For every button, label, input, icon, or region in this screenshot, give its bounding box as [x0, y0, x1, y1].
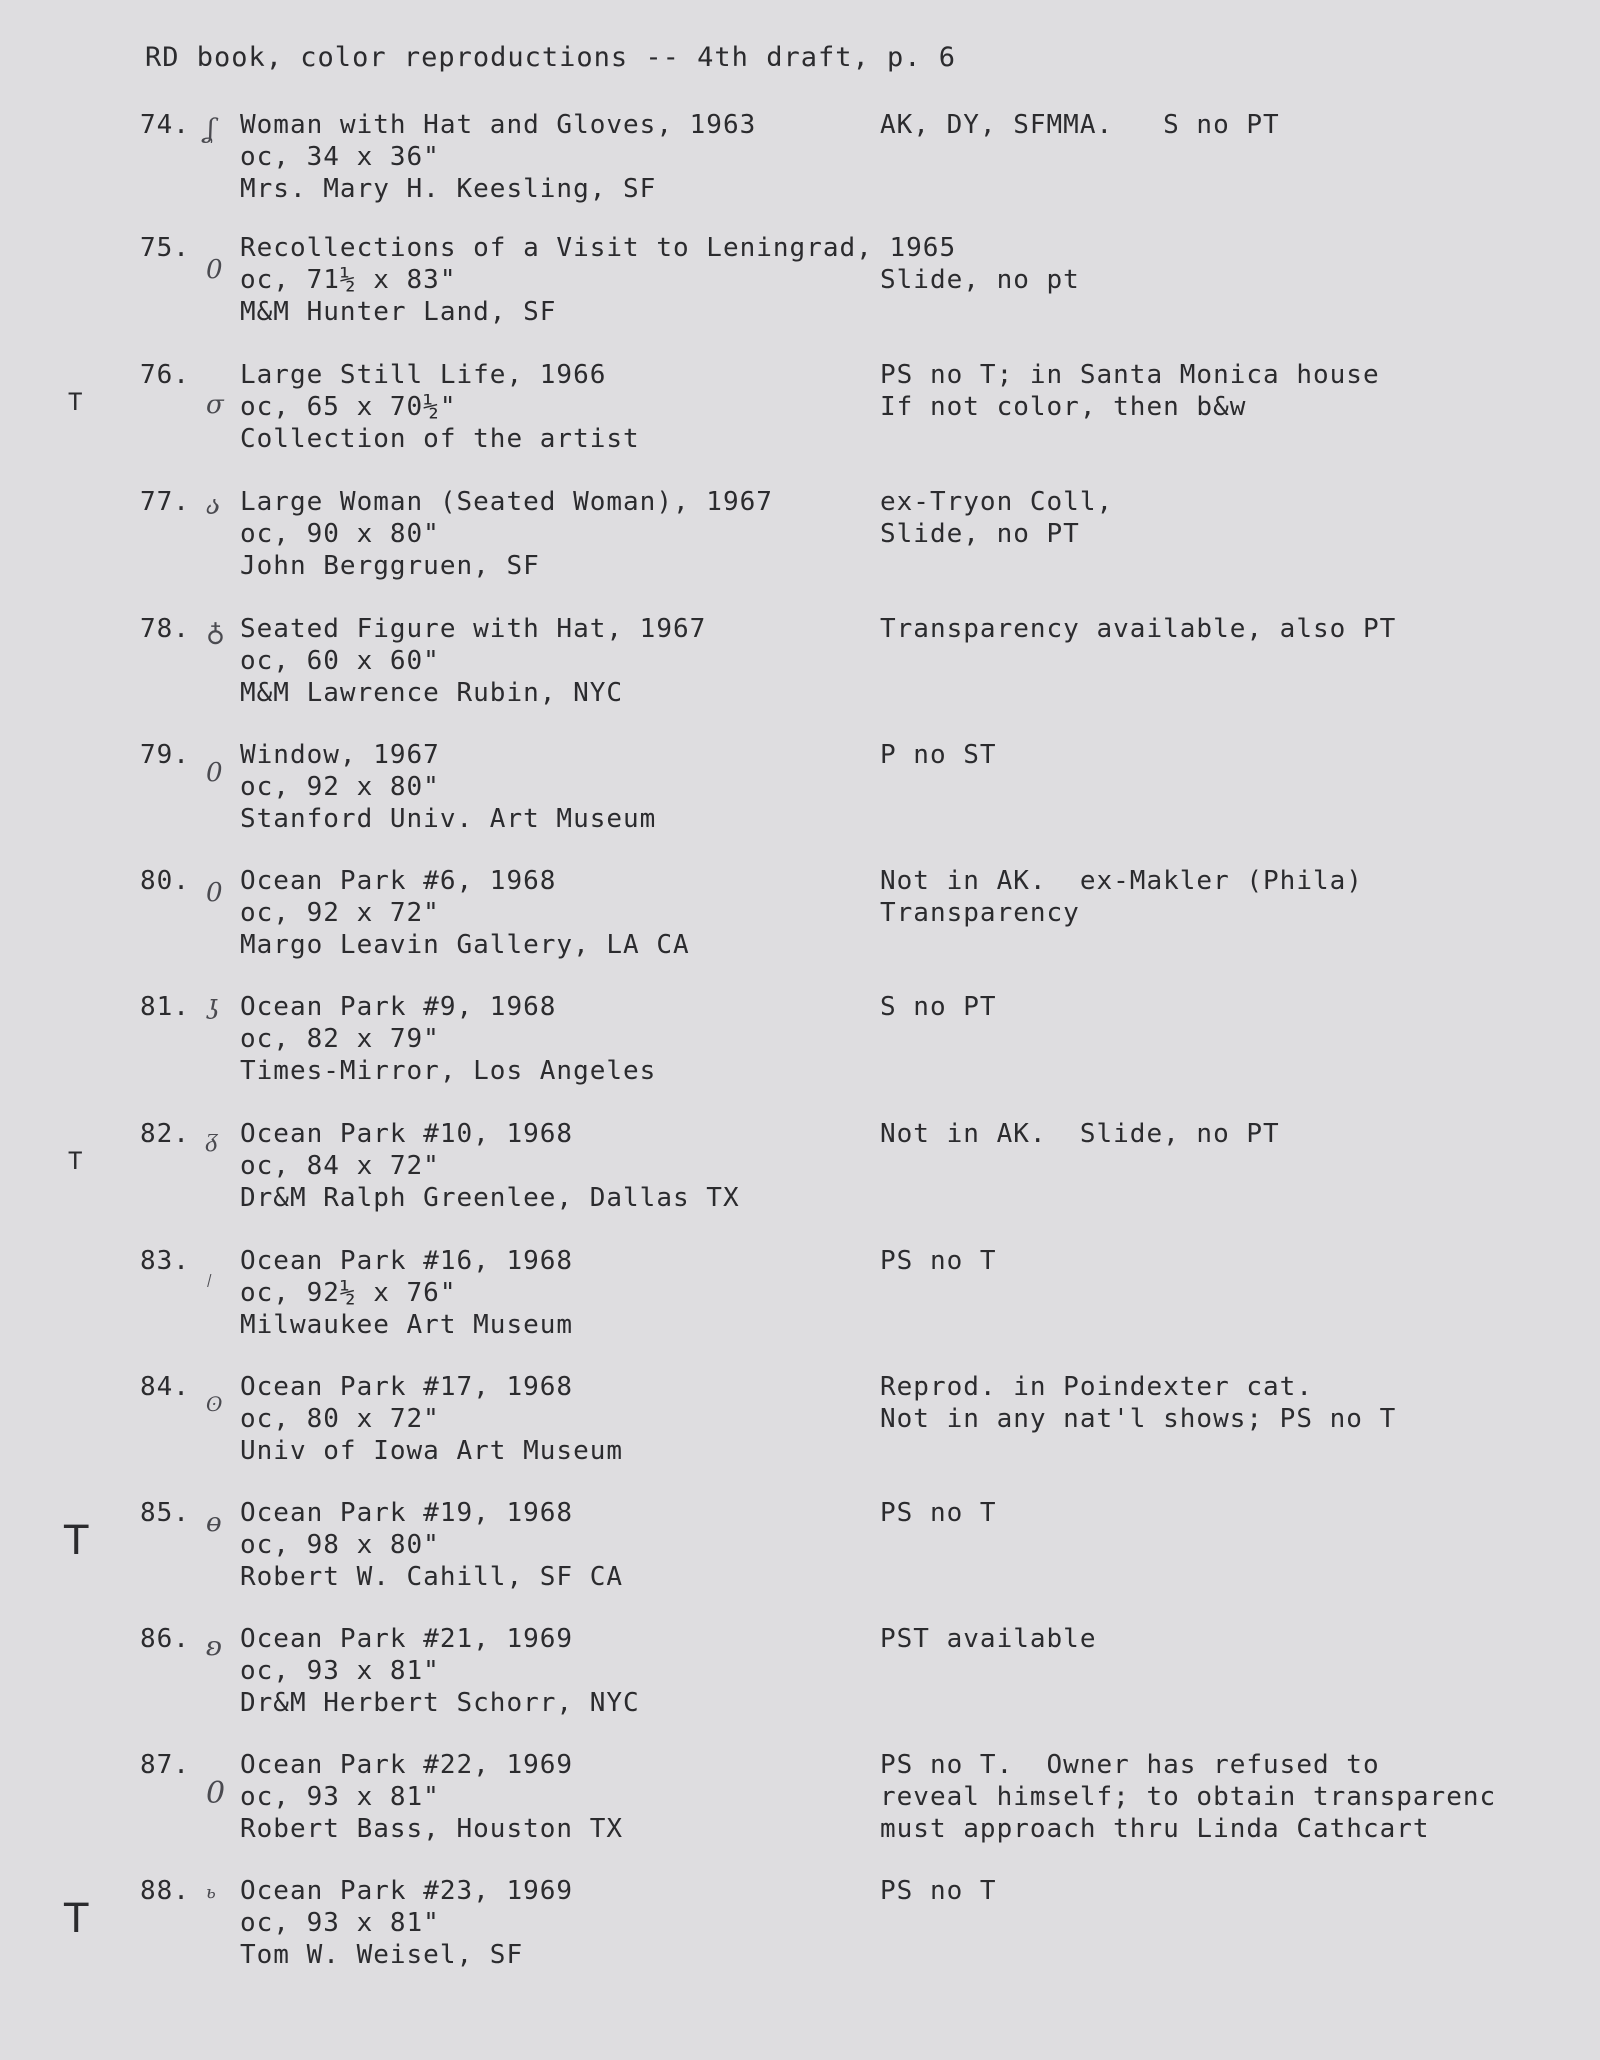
list-item — [0, 614, 1600, 734]
entry-medium: oc, 92½ x 76" — [240, 1278, 457, 1308]
handwritten-mark: ʚ — [206, 1632, 222, 1662]
entry-medium: oc, 65 x 70½" — [240, 392, 457, 422]
entry-title: Ocean Park #16, 1968 — [240, 1246, 574, 1276]
entry-title: Recollections of a Visit to Leningrad, 1965 — [240, 233, 957, 263]
entry-owner: Robert Bass, Houston TX — [240, 1814, 624, 1844]
handwritten-mark: σ — [206, 390, 224, 420]
entry-owner: Margo Leavin Gallery, LA CA — [240, 930, 690, 960]
entry-owner: Times-Mirror, Los Angeles — [240, 1056, 657, 1086]
entry-note: reveal himself; to obtain transparenc — [880, 1782, 1497, 1812]
list-item — [0, 1624, 1600, 1744]
list-item — [0, 866, 1600, 986]
handwritten-mark: ь — [206, 1882, 216, 1903]
entry-number: 80. — [140, 866, 190, 896]
entry-owner: Robert W. Cahill, SF CA — [240, 1562, 624, 1592]
list-item — [0, 1372, 1600, 1492]
entry-medium: oc, 34 x 36" — [240, 142, 440, 172]
entry-note: Transparency available, also PT — [880, 614, 1397, 644]
entry-owner: Mrs. Mary H. Keesling, SF — [240, 174, 657, 204]
entry-number: 77. — [140, 487, 190, 517]
entry-owner: Dr&M Ralph Greenlee, Dallas TX — [240, 1183, 740, 1213]
entry-title: Ocean Park #21, 1969 — [240, 1624, 574, 1654]
entry-number: 76. — [140, 360, 190, 390]
handwritten-mark: ʘ — [206, 1392, 223, 1416]
handwritten-mark: ɵ — [206, 1508, 222, 1538]
list-item — [0, 992, 1600, 1112]
entry-title: Ocean Park #22, 1969 — [240, 1750, 574, 1780]
entry-number: 84. — [140, 1372, 190, 1402]
list-item — [0, 1246, 1600, 1366]
entry-number: 86. — [140, 1624, 190, 1654]
entry-owner: M&M Lawrence Rubin, NYC — [240, 678, 624, 708]
entry-title: Ocean Park #6, 1968 — [240, 866, 557, 896]
entry-number: 85. — [140, 1498, 190, 1528]
entry-number: 79. — [140, 740, 190, 770]
entry-number: 88. — [140, 1876, 190, 1906]
entry-medium: oc, 82 x 79" — [240, 1024, 440, 1054]
entry-note: S no PT — [880, 992, 997, 1022]
handwritten-mark: 0 — [206, 1776, 226, 1811]
margin-mark: T — [68, 388, 83, 416]
handwritten-mark: 0 — [206, 758, 223, 788]
entry-owner: Univ of Iowa Art Museum — [240, 1436, 624, 1466]
entry-title: Ocean Park #10, 1968 — [240, 1119, 574, 1149]
entry-medium: oc, 60 x 60" — [240, 646, 440, 676]
entry-number: 81. — [140, 992, 190, 1022]
entry-title: Large Woman (Seated Woman), 1967 — [240, 487, 773, 517]
list-item — [0, 360, 1600, 480]
entry-medium: oc, 80 x 72" — [240, 1404, 440, 1434]
entry-note: Reprod. in Poindexter cat. — [880, 1372, 1313, 1402]
entry-note: If not color, then b&w — [880, 392, 1247, 422]
entry-owner: M&M Hunter Land, SF — [240, 297, 557, 327]
list-item — [0, 1498, 1600, 1618]
entry-note: Not in any nat'l shows; PS no T — [880, 1404, 1397, 1434]
entry-medium: oc, 93 x 81" — [240, 1908, 440, 1938]
handwritten-mark: ᵹ — [206, 1123, 219, 1153]
list-item — [0, 740, 1600, 860]
entry-number: 78. — [140, 614, 190, 644]
entry-number: 87. — [140, 1750, 190, 1780]
handwritten-mark: ʖ — [206, 996, 220, 1026]
entry-owner: Dr&M Herbert Schorr, NYC — [240, 1688, 640, 1718]
entry-title: Ocean Park #23, 1969 — [240, 1876, 574, 1906]
entry-title: Ocean Park #17, 1968 — [240, 1372, 574, 1402]
handwritten-mark: ♁ — [206, 618, 226, 648]
entry-medium: oc, 98 x 80" — [240, 1530, 440, 1560]
entry-medium: oc, 93 x 81" — [240, 1656, 440, 1686]
entry-note: PS no T. Owner has refused to — [880, 1750, 1380, 1780]
entry-owner: Stanford Univ. Art Museum — [240, 804, 657, 834]
entry-title: Large Still Life, 1966 — [240, 360, 607, 390]
list-item — [0, 110, 1600, 230]
entry-title: Woman with Hat and Gloves, 1963 — [240, 110, 757, 140]
entry-title: Ocean Park #9, 1968 — [240, 992, 557, 1022]
list-item — [0, 1119, 1600, 1239]
entry-number: 74. — [140, 110, 190, 140]
margin-mark: T — [64, 1896, 89, 1942]
entry-note: Slide, no PT — [880, 519, 1080, 549]
entry-owner: Milwaukee Art Museum — [240, 1310, 574, 1340]
handwritten-mark: ა — [206, 491, 221, 521]
entry-note: AK, DY, SFMMA. S no PT — [880, 110, 1280, 140]
entry-medium: oc, 90 x 80" — [240, 519, 440, 549]
entry-note: PS no T; in Santa Monica house — [880, 360, 1380, 390]
handwritten-mark: 0 — [206, 255, 223, 285]
list-item — [0, 1750, 1600, 1870]
margin-mark: T — [64, 1518, 89, 1564]
entry-owner: Collection of the artist — [240, 424, 640, 454]
entry-owner: Tom W. Weisel, SF — [240, 1940, 524, 1970]
entry-note: PST available — [880, 1624, 1097, 1654]
entry-note: PS no T — [880, 1498, 997, 1528]
entry-note: Transparency — [880, 898, 1080, 928]
entry-note: P no ST — [880, 740, 997, 770]
handwritten-mark: 0 — [206, 878, 223, 908]
list-item — [0, 233, 1600, 353]
entry-medium: oc, 71½ x 83" — [240, 265, 457, 295]
entry-note: PS no T — [880, 1246, 997, 1276]
entry-medium: oc, 93 x 81" — [240, 1782, 440, 1812]
entry-number: 75. — [140, 233, 190, 263]
handwritten-mark: ʆ — [206, 114, 215, 144]
entry-title: Ocean Park #19, 1968 — [240, 1498, 574, 1528]
entry-note: Not in AK. Slide, no PT — [880, 1119, 1280, 1149]
entry-medium: oc, 92 x 72" — [240, 898, 440, 928]
entry-owner: John Berggruen, SF — [240, 551, 540, 581]
entry-note: Slide, no pt — [880, 265, 1080, 295]
page-header: RD book, color reproductions -- 4th draft, p. 6 — [145, 42, 957, 73]
entry-note: Not in AK. ex-Makler (Phila) — [880, 866, 1363, 896]
entry-medium: oc, 84 x 72" — [240, 1151, 440, 1181]
entry-title: Window, 1967 — [240, 740, 440, 770]
list-item — [0, 1876, 1600, 1996]
entry-title: Seated Figure with Hat, 1967 — [240, 614, 707, 644]
entry-note: PS no T — [880, 1876, 997, 1906]
entry-medium: oc, 92 x 80" — [240, 772, 440, 802]
handwritten-mark: ৷ — [206, 1268, 210, 1292]
entry-number: 82. — [140, 1119, 190, 1149]
entry-number: 83. — [140, 1246, 190, 1276]
margin-mark: T — [68, 1147, 83, 1175]
list-item — [0, 487, 1600, 607]
entry-note: must approach thru Linda Cathcart — [880, 1814, 1430, 1844]
entry-note: ex-Tryon Coll, — [880, 487, 1114, 517]
